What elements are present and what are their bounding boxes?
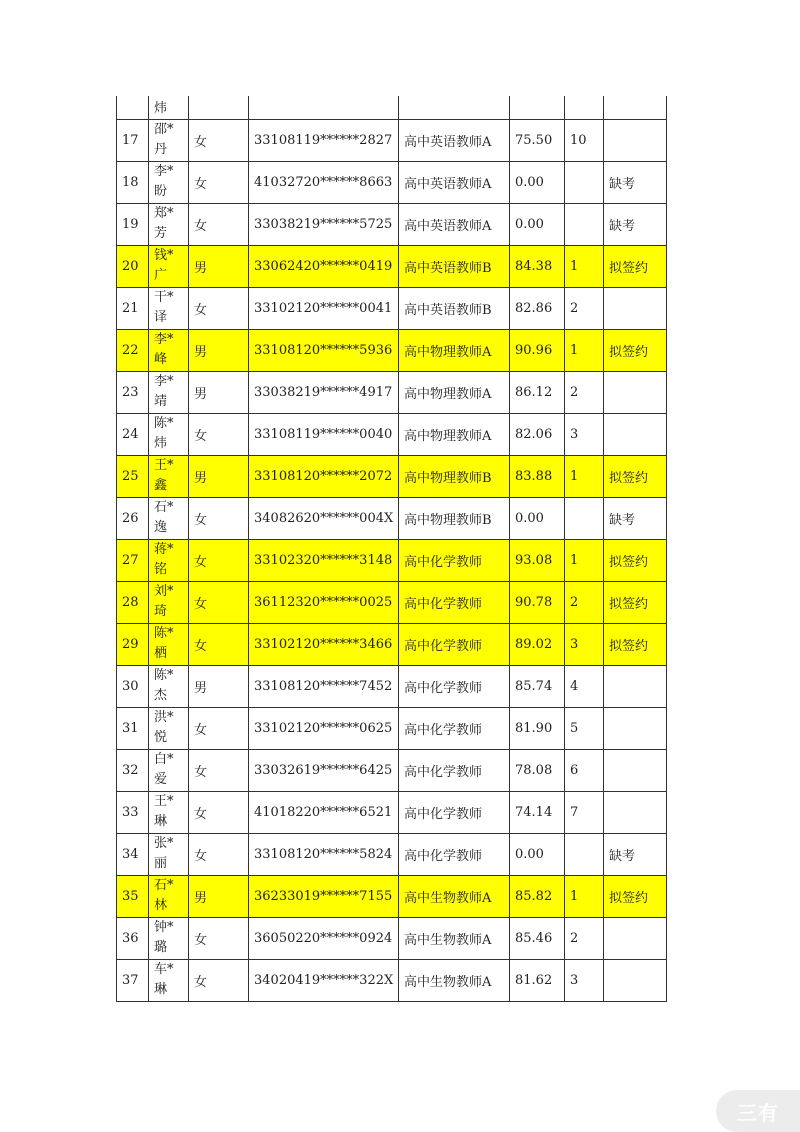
cell-name — [149, 665, 189, 707]
cell-rank: 1 — [565, 245, 604, 287]
cell-score: 0.00 — [510, 161, 565, 203]
cell-note — [604, 959, 667, 1001]
name-part: 炜 — [154, 436, 168, 451]
cell-id: 33102120******0625 — [249, 707, 399, 749]
name-part: 钟* — [154, 920, 174, 935]
name-part: 峰 — [154, 352, 168, 367]
cell-note: 拟签约 — [604, 623, 667, 665]
cell-id: 36050220******0924 — [249, 917, 399, 959]
cell-id: 33108119******2827 — [249, 119, 399, 161]
cell-gender: 女 — [189, 749, 249, 791]
table-row — [117, 875, 667, 917]
cell-rank: 1 — [565, 875, 604, 917]
cell-rank: 3 — [565, 959, 604, 1001]
cell-name — [149, 497, 189, 539]
name-part: 广 — [154, 268, 168, 283]
cell-score: 90.96 — [510, 329, 565, 371]
table-row — [117, 833, 667, 875]
name-part: 蒋* — [154, 542, 174, 557]
cell-rank — [565, 161, 604, 203]
table-row — [117, 917, 667, 959]
cell-score: 84.38 — [510, 245, 565, 287]
table-row — [117, 413, 667, 455]
cell-note: 缺考 — [604, 833, 667, 875]
cell-score: 81.90 — [510, 707, 565, 749]
cell-note: 拟签约 — [604, 329, 667, 371]
cell-no: 31 — [117, 707, 149, 749]
cell-position: 高中物理教师B — [399, 455, 510, 497]
cell-id: 33108120******5824 — [249, 833, 399, 875]
cell-score: 89.02 — [510, 623, 565, 665]
cell-rank: 1 — [565, 455, 604, 497]
cell-position: 高中化学教师 — [399, 833, 510, 875]
cell-name — [149, 707, 189, 749]
cell-position: 高中生物教师A — [399, 917, 510, 959]
cell-gender: 男 — [189, 665, 249, 707]
cell-gender: 女 — [189, 287, 249, 329]
cell-position: 高中生物教师A — [399, 875, 510, 917]
cell-score: 0.00 — [510, 497, 565, 539]
cell-no: 33 — [117, 791, 149, 833]
cell-name — [149, 917, 189, 959]
name-part: 车* — [154, 962, 174, 977]
name-part: 白* — [154, 752, 174, 767]
cell-position: 高中生物教师A — [399, 959, 510, 1001]
cell-gender: 女 — [189, 497, 249, 539]
cell-position: 高中化学教师 — [399, 539, 510, 581]
cell-name — [149, 875, 189, 917]
cell-position: 高中物理教师A — [399, 413, 510, 455]
name-part: 琳 — [154, 982, 168, 997]
cell-no: 32 — [117, 749, 149, 791]
cell-id: 33102320******3148 — [249, 539, 399, 581]
cell-id: 33102120******0041 — [249, 287, 399, 329]
cell-score: 85.46 — [510, 917, 565, 959]
cell-id: 34020419******322X — [249, 959, 399, 1001]
name-part: 邵* — [154, 122, 174, 137]
cell-id — [249, 96, 399, 119]
cell-score: 75.50 — [510, 119, 565, 161]
cell-note: 拟签约 — [604, 539, 667, 581]
cell-name — [149, 959, 189, 1001]
name-part: 李* — [154, 374, 174, 389]
cell-rank: 1 — [565, 539, 604, 581]
cell-score: 85.82 — [510, 875, 565, 917]
name-part: 干* — [154, 290, 174, 305]
cell-name — [149, 119, 189, 161]
cell-rank: 7 — [565, 791, 604, 833]
cell-name — [149, 329, 189, 371]
name-part: 石* — [154, 500, 174, 515]
cell-no: 24 — [117, 413, 149, 455]
cell-score: 83.88 — [510, 455, 565, 497]
cell-gender: 女 — [189, 917, 249, 959]
cell-name — [149, 371, 189, 413]
name-part: 王* — [154, 794, 174, 809]
table-row — [117, 161, 667, 203]
cell-no: 20 — [117, 245, 149, 287]
cell-no: 35 — [117, 875, 149, 917]
cell-position: 高中物理教师B — [399, 497, 510, 539]
cell-no: 18 — [117, 161, 149, 203]
name-part: 李* — [154, 332, 174, 347]
cell-name — [149, 287, 189, 329]
cell-rank: 2 — [565, 917, 604, 959]
cell-no: 34 — [117, 833, 149, 875]
cell-position — [399, 96, 510, 119]
name-part: 陈* — [154, 668, 174, 683]
table-row — [117, 329, 667, 371]
name-part: 靖 — [154, 394, 168, 409]
cell-position: 高中化学教师 — [399, 581, 510, 623]
cell-name — [149, 623, 189, 665]
cell-note: 拟签约 — [604, 875, 667, 917]
cell-note — [604, 707, 667, 749]
cell-rank: 1 — [565, 329, 604, 371]
cell-note: 拟签约 — [604, 245, 667, 287]
cell-note — [604, 119, 667, 161]
cell-id: 33038219******5725 — [249, 203, 399, 245]
name-part: 林 — [154, 898, 168, 913]
cell-position: 高中物理教师A — [399, 371, 510, 413]
cell-gender: 男 — [189, 455, 249, 497]
cell-id: 34082620******004X — [249, 497, 399, 539]
cell-score: 78.08 — [510, 749, 565, 791]
cell-no: 25 — [117, 455, 149, 497]
name-part: 丽 — [154, 856, 168, 871]
cell-note: 拟签约 — [604, 455, 667, 497]
cell-rank — [565, 497, 604, 539]
cell-score: 0.00 — [510, 203, 565, 245]
table-row — [117, 245, 667, 287]
cell-name — [149, 749, 189, 791]
cell-position: 高中英语教师A — [399, 161, 510, 203]
cell-note — [604, 665, 667, 707]
cell-gender: 男 — [189, 371, 249, 413]
cell-gender: 女 — [189, 203, 249, 245]
name-part: 陈* — [154, 416, 174, 431]
cell-id: 33032619******6425 — [249, 749, 399, 791]
cell-id: 33102120******3466 — [249, 623, 399, 665]
cell-note: 拟签约 — [604, 581, 667, 623]
cell-gender: 男 — [189, 875, 249, 917]
cell-rank — [565, 203, 604, 245]
cell-gender: 女 — [189, 581, 249, 623]
cell-id: 36112320******0025 — [249, 581, 399, 623]
cell-score: 90.78 — [510, 581, 565, 623]
cell-no: 28 — [117, 581, 149, 623]
name-part: 洪* — [154, 710, 174, 725]
cell-rank: 3 — [565, 623, 604, 665]
cell-note — [604, 371, 667, 413]
cell-position: 高中物理教师A — [399, 329, 510, 371]
table-row — [117, 539, 667, 581]
table-row-partial — [117, 96, 667, 119]
cell-rank — [565, 96, 604, 119]
cell-rank: 5 — [565, 707, 604, 749]
cell-score: 82.86 — [510, 287, 565, 329]
cell-note — [604, 287, 667, 329]
name-part: 悦 — [154, 730, 168, 745]
cell-rank: 3 — [565, 413, 604, 455]
cell-id: 33108120******7452 — [249, 665, 399, 707]
cell-id: 41018220******6521 — [249, 791, 399, 833]
cell-gender: 女 — [189, 623, 249, 665]
name-part: 陈* — [154, 626, 174, 641]
cell-note — [604, 96, 667, 119]
cell-position: 高中英语教师B — [399, 287, 510, 329]
table-row — [117, 371, 667, 413]
cell-id: 33108120******2072 — [249, 455, 399, 497]
cell-name — [149, 581, 189, 623]
table-row — [117, 455, 667, 497]
name-part: 盼 — [154, 184, 168, 199]
cell-no — [117, 96, 149, 119]
cell-no: 37 — [117, 959, 149, 1001]
cell-id: 41032720******8663 — [249, 161, 399, 203]
cell-gender: 女 — [189, 161, 249, 203]
table-row — [117, 581, 667, 623]
cell-score: 81.62 — [510, 959, 565, 1001]
cell-name — [149, 245, 189, 287]
name-part: 郑* — [154, 206, 174, 221]
cell-gender — [189, 96, 249, 119]
cell-gender: 女 — [189, 413, 249, 455]
cell-no: 27 — [117, 539, 149, 581]
table-row — [117, 749, 667, 791]
cell-no: 26 — [117, 497, 149, 539]
cell-position: 高中化学教师 — [399, 665, 510, 707]
name-part: 王* — [154, 458, 174, 473]
name-part: 鑫 — [154, 478, 168, 493]
cell-note — [604, 917, 667, 959]
name-part: 刘* — [154, 584, 174, 599]
cell-name — [149, 455, 189, 497]
cell-name — [149, 203, 189, 245]
cell-note — [604, 749, 667, 791]
cell-name — [149, 833, 189, 875]
table-row — [117, 623, 667, 665]
cell-note: 缺考 — [604, 497, 667, 539]
name-part: 钱* — [154, 248, 174, 263]
cell-score: 74.14 — [510, 791, 565, 833]
cell-rank: 2 — [565, 581, 604, 623]
cell-id: 33038219******4917 — [249, 371, 399, 413]
cell-gender: 女 — [189, 539, 249, 581]
cell-rank — [565, 833, 604, 875]
results-table — [116, 96, 667, 1002]
cell-score: 85.74 — [510, 665, 565, 707]
cell-position: 高中英语教师A — [399, 119, 510, 161]
cell-score: 82.06 — [510, 413, 565, 455]
name-part: 琦 — [154, 604, 168, 619]
cell-score — [510, 96, 565, 119]
name-part: 爱 — [154, 772, 168, 787]
cell-position: 高中英语教师A — [399, 203, 510, 245]
cell-name — [149, 791, 189, 833]
cell-rank: 4 — [565, 665, 604, 707]
name-part: 璐 — [154, 940, 168, 955]
cell-gender: 女 — [189, 833, 249, 875]
cell-id: 33108120******5936 — [249, 329, 399, 371]
cell-gender: 女 — [189, 707, 249, 749]
cell-gender: 女 — [189, 119, 249, 161]
table-row — [117, 203, 667, 245]
name-part: 石* — [154, 878, 174, 893]
name-part: 张* — [154, 836, 174, 851]
cell-gender: 女 — [189, 959, 249, 1001]
cell-name — [149, 161, 189, 203]
cell-position: 高中化学教师 — [399, 791, 510, 833]
name-part: 逸 — [154, 520, 168, 535]
table-row — [117, 665, 667, 707]
cell-rank: 6 — [565, 749, 604, 791]
cell-note — [604, 791, 667, 833]
cell-position: 高中化学教师 — [399, 707, 510, 749]
cell-position: 高中化学教师 — [399, 749, 510, 791]
cell-rank: 10 — [565, 119, 604, 161]
name-part: 铭 — [154, 562, 168, 577]
cell-no: 30 — [117, 665, 149, 707]
cell-name: 炜 — [149, 96, 189, 119]
cell-name — [149, 413, 189, 455]
name-part: 栖 — [154, 646, 168, 661]
table-row — [117, 287, 667, 329]
table-row — [117, 707, 667, 749]
table-row — [117, 119, 667, 161]
cell-id: 33108119******0040 — [249, 413, 399, 455]
cell-no: 36 — [117, 917, 149, 959]
table-row — [117, 497, 667, 539]
name-part: 芳 — [154, 226, 168, 241]
cell-no: 23 — [117, 371, 149, 413]
cell-id: 33062420******0419 — [249, 245, 399, 287]
cell-score: 0.00 — [510, 833, 565, 875]
cell-gender: 女 — [189, 791, 249, 833]
cell-rank: 2 — [565, 287, 604, 329]
name-part: 丹 — [154, 142, 168, 157]
cell-score: 86.12 — [510, 371, 565, 413]
cell-note: 缺考 — [604, 161, 667, 203]
cell-score: 93.08 — [510, 539, 565, 581]
cell-no: 17 — [117, 119, 149, 161]
table-row — [117, 959, 667, 1001]
app-watermark-badge: 三有 — [716, 1090, 800, 1132]
name-part: 琳 — [154, 814, 168, 829]
cell-position: 高中化学教师 — [399, 623, 510, 665]
cell-note — [604, 413, 667, 455]
cell-note: 缺考 — [604, 203, 667, 245]
results-table-body — [117, 96, 667, 1001]
table-row — [117, 791, 667, 833]
cell-id: 36233019******7155 — [249, 875, 399, 917]
cell-no: 29 — [117, 623, 149, 665]
cell-gender: 男 — [189, 329, 249, 371]
cell-position: 高中英语教师B — [399, 245, 510, 287]
name-part: 译 — [154, 310, 168, 325]
cell-gender: 男 — [189, 245, 249, 287]
cell-no: 21 — [117, 287, 149, 329]
cell-no: 22 — [117, 329, 149, 371]
cell-no: 19 — [117, 203, 149, 245]
name-part: 杰 — [154, 688, 168, 703]
cell-name — [149, 539, 189, 581]
cell-rank: 2 — [565, 371, 604, 413]
name-part: 李* — [154, 164, 174, 179]
